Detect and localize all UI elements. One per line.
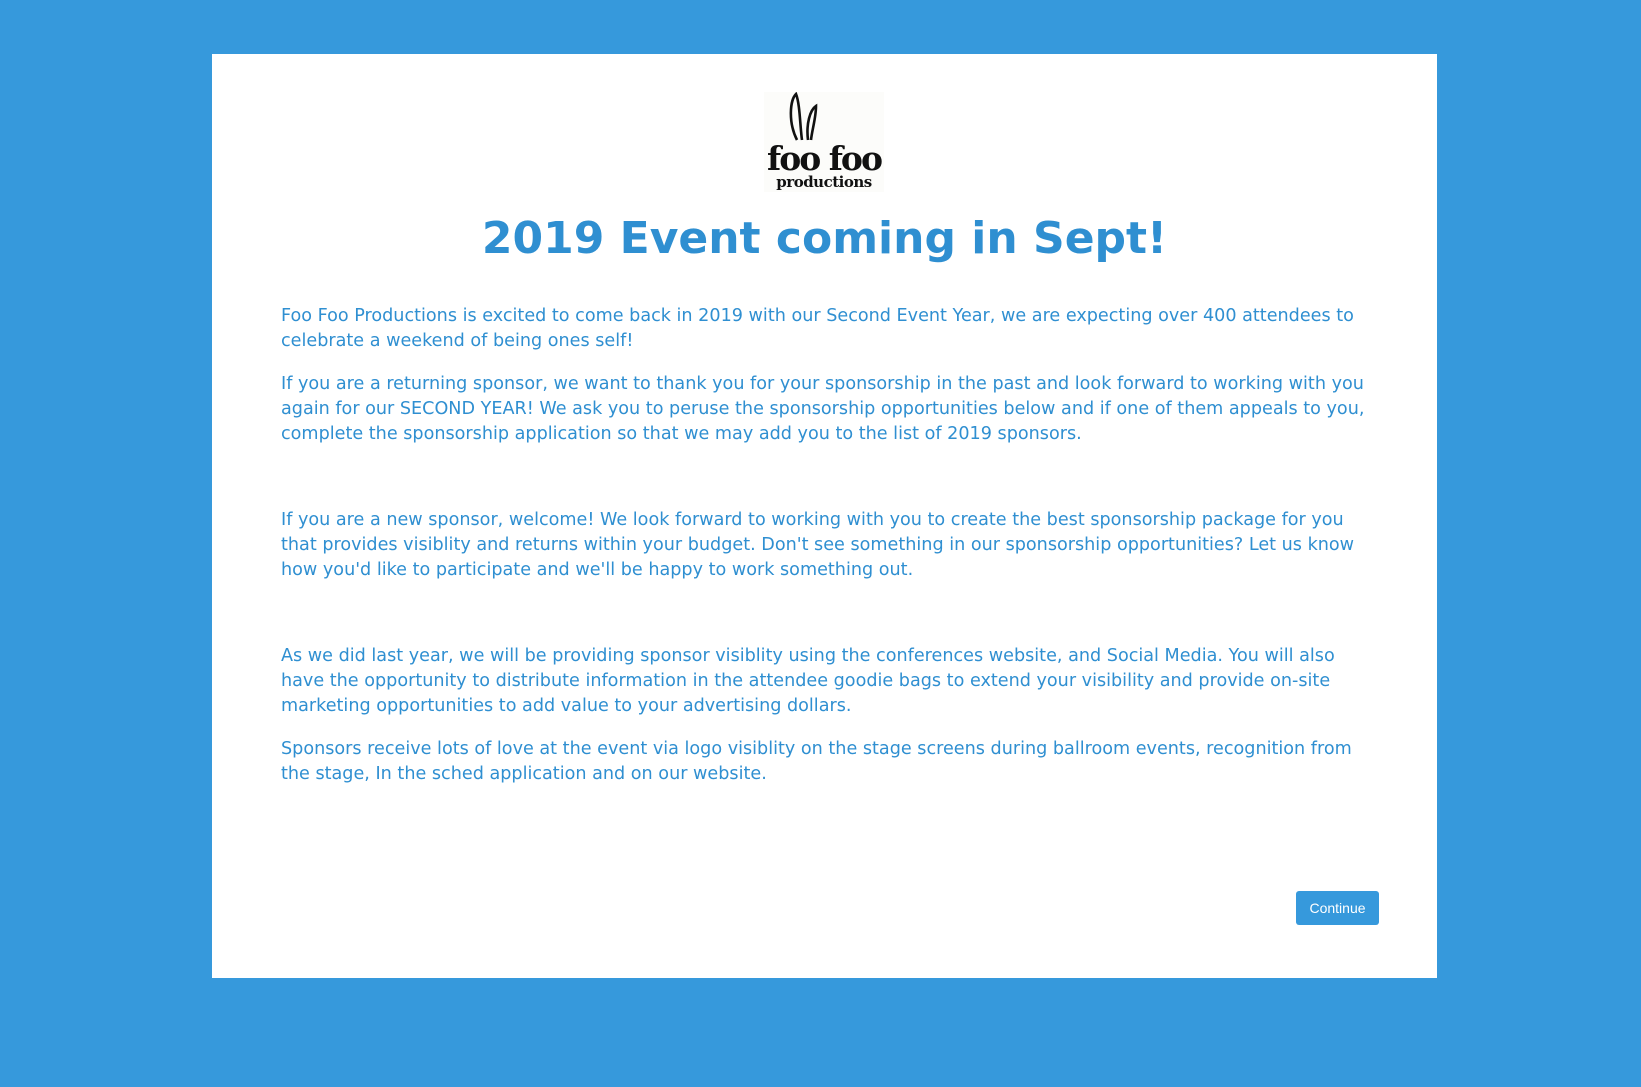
continue-button[interactable]: Continue (1296, 891, 1379, 925)
logo-wordmark: foo foo (767, 139, 881, 178)
main-content (281, 304, 1381, 787)
returning-sponsor-paragraph: If you are a returning sponsor, we want to thank you for your sponsorship in the past and look forward to working with you again for our SECOND YEAR! We ask you to peruse the sponsorship opportunities below and if one of them appeals to you, complete the sponsorship application so that we may add you to the list of 2019 sponsors. (281, 374, 1365, 444)
visibility-paragraph: As we did last year, we will be providing sponsor visiblity using the conferences website, and Social Media. You will also have the opportunity to distribute information in the attendee goodie bags to extend your visibility and provide on-site marketing opportunities to add value to your advertising dollars. (281, 646, 1335, 716)
new-sponsor-paragraph: If you are a new sponsor, welcome! We look forward to working with you to create the best sponsorship package for you that provides visiblity and returns within your budget. Don't see something in our sponsorship opportunities? Let us know how you'd like to participate and we'll be happy to work something out. (281, 510, 1355, 580)
logo-subtitle: productions (776, 173, 872, 191)
intro-paragraph: Foo Foo Productions is excited to come back in 2019 with our Second Event Year, we are expecting over 400 attendees to celebrate a weekend of being ones self! (281, 306, 1354, 351)
logo (764, 92, 884, 192)
page-title: 2019 Event coming in Sept! (481, 213, 1168, 264)
sponsor-love-paragraph: Sponsors receive lots of love at the event via logo visiblity on the stage screens during ballroom events, recognition from the stage, In the sched application and on our website. (281, 739, 1352, 784)
bunny-ears-logo-icon (764, 92, 884, 192)
content-card (212, 54, 1437, 978)
